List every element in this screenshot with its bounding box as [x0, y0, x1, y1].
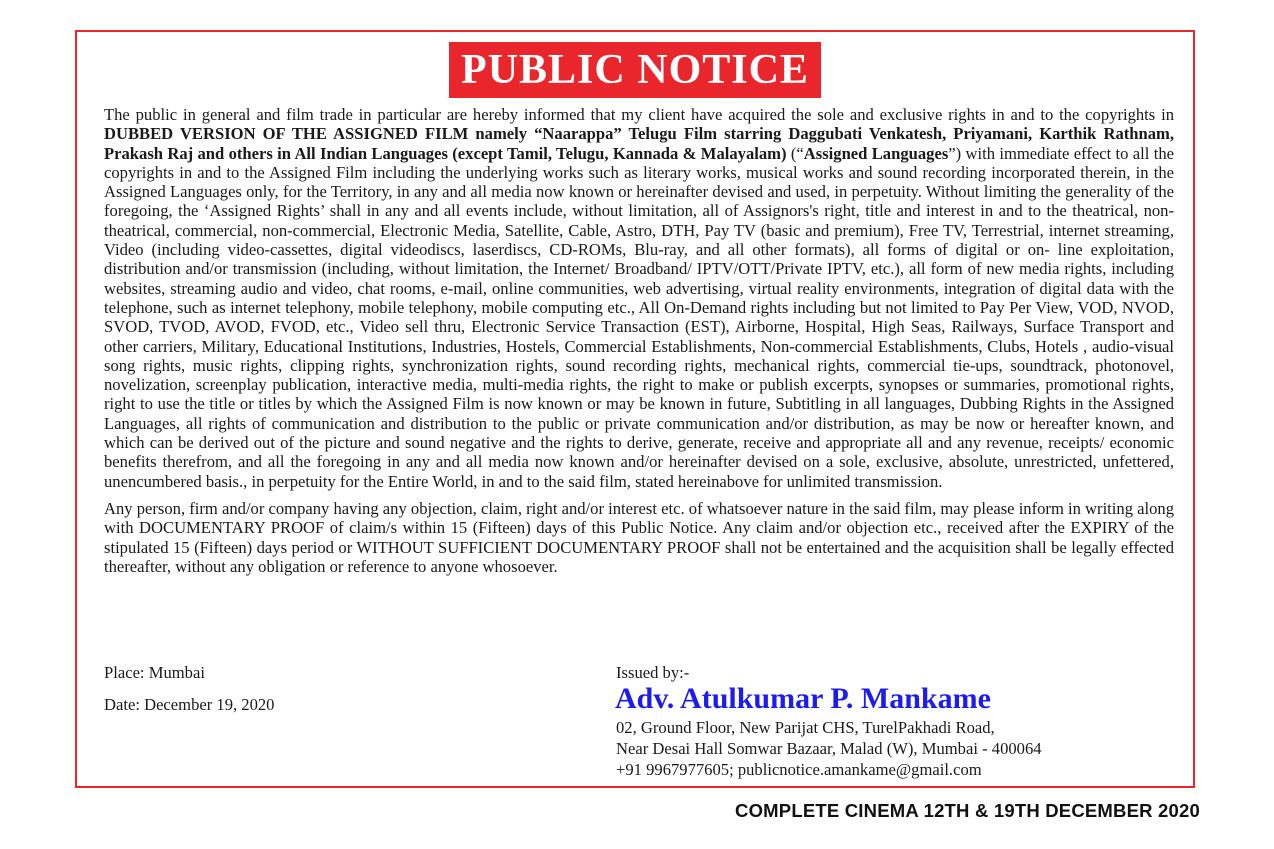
title-banner	[449, 42, 821, 98]
p1-film-details: DUBBED VERSION OF THE ASSIGNED FILM namely “Naarappa” Telugu Film starring Daggubati Venkatesh, Priyamani, Karthik Rathnam, Prakash Raj and others in All Indian Languages (except Tamil, Telugu, Kannada & Malayalam)	[104, 124, 1174, 163]
notice-paragraph-2: Any person, firm and/or company having any objection, claim, right and/or interest etc. of whatsoever nature in the said film, may please inform in writing along with DOCUMENTARY PROOF of claim/s within 15 (Fifteen) days of this Public Notice. Any claim and/or objection etc., received after the EXPIRY of the stipulated 15 (Fifteen) days period or WITHOUT SUFFICIENT DOCUMENTARY PROOF shall not be entertained and the acquisition shall be legally effected thereafter, without any obligation or reference to anyone whosoever.	[104, 498, 1175, 576]
publication-footer: COMPLETE CINEMA 12TH & 19TH DECEMBER 2020	[735, 800, 1200, 821]
place-label: Place: Mumbai	[104, 663, 205, 682]
p1-text-c: (“	[786, 143, 804, 163]
p1-assigned-languages: Assigned Languages	[803, 143, 949, 163]
address-line-2: Near Desai Hall Somwar Bazaar, Malad (W), Mumbai - 400064	[616, 739, 1042, 758]
page-title: PUBLIC NOTICE	[461, 47, 809, 93]
contact-line: +91 9967977605; publicnotice.amankame@gmail.com	[616, 760, 982, 779]
date-label: Date: December 19, 2020	[104, 695, 275, 714]
address-line-1: 02, Ground Floor, New Parijat CHS, TurelPakhadi Road,	[616, 718, 995, 737]
notice-body	[104, 105, 1174, 584]
p1-text-a: The public in general and film trade in particular are hereby informed that my client have acquired the sole and exclusive rights in and to the copyrights in	[104, 105, 1174, 124]
p1-text-e: ”) with immediate effect to all the copyrights in and to the Assigned Film including the underlying works such as literary works, musical works and sound recording incorporated therein, in the Assigned Languages only, for the Territory, in any and all media now known or hereinafter devised and used, in perpetuity. Without limiting the generality of the foregoing, the ‘Assigned Rights’ shall in any and all events include, without limitation, all of Assignors's right, title and interest in and to the theatrical, non-theatrical, commercial, non-commercial, Electronic Media, Satellite, Cable, Astro, DTH, Pay TV (basic and premium), Free TV, Terrestrial, internet streaming, Video (including video-cassettes, digital videodiscs, laserdiscs, CD-ROMs, Blu-ray, and all other formats), all forms of digital or on- line exploitation, distribution and/or transmission (including, without limitation, the Internet/ Broadband/ IPTV/OTT/Private IPTV, etc.), all form of new media rights, including websites, streaming audio and video, chat rooms, e-mail, online communities, web advertising, virtual reality environments, integration of digital data with the telephone, such as internet telephony, mobile telephony, mobile computing etc., All On-Demand rights including but not limited to Pay Per View, VOD, NVOD, SVOD, TVOD, AVOD, FVOD, etc., Video sell thru, Electronic Service Transaction (EST), Airborne, Hospital, High Seas, Railways, Surface Transport and other carriers, Military, Educational Institutions, Industries, Hostels, Commercial Establishments, Non-commercial Establishments, Clubs, Hotels , audio-visual song rights, music rights, clipping rights, synchronization rights, sound recording rights, mechanical rights, commercial tie-ups, soundtrack, photonovel, novelization, screenplay publication, interactive media, multi-media rights, the right to make or publish excerpts, synopses or summaries, promotional rights, right to use the title or titles by which the Assigned Film is now known or may be known in future, Subtitling in all languages, Dubbing Rights in the Assigned Languages, all rights of communication and distribution to the public or private communication and/or distribution, as may be now or hereafter known, and which can be derived out of the picture and sound negative and the rights to derive, generate, receive and appropriate all and any revenue, receipts/ economic benefits therefrom, and all the foregoing in any and all media now known and/or hereinafter devised on a sole, exclusive, absolute, unrestricted, unfettered, unencumbered basis., in perpetuity for the Entire World, in and to the said film, stated hereinabove for unlimited transmission.	[104, 143, 1174, 491]
notice-paragraph-1	[104, 105, 1174, 491]
advocate-name: Adv. Atulkumar P. Mankame	[615, 682, 991, 715]
issued-by-label: Issued by:-	[616, 663, 690, 682]
